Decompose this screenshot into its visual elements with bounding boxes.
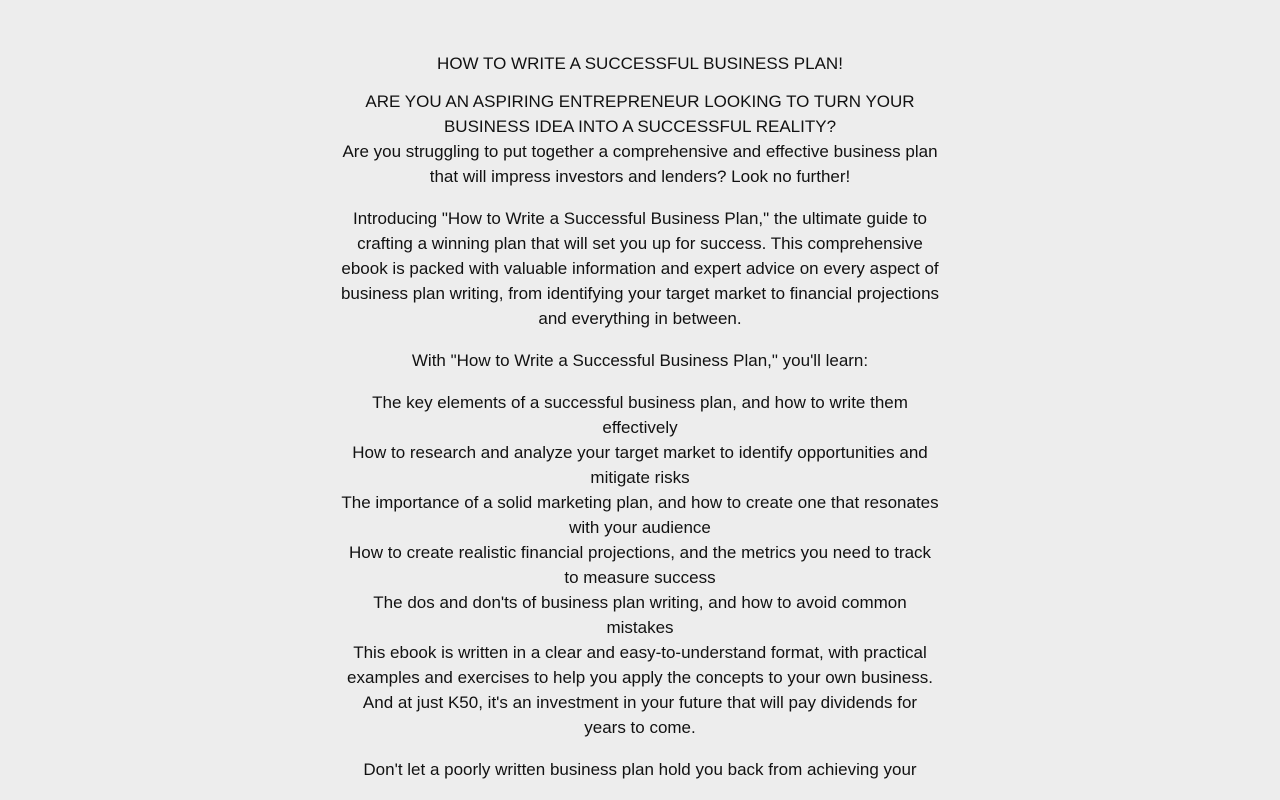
list-item: How to create realistic financial projections, and the metrics you need to track to measure success (348, 543, 932, 587)
list-item: How to research and analyze your target market to identify opportunities and mitigate risks (352, 443, 928, 487)
intro-paragraph: Introducing "How to Write a Successful Business Plan," the ultimate guide to crafting a winning plan that will set you up for success. This comprehensive ebook is packed with valuable information and expert advice on every aspect of business plan writing, from identifying your target market to financial projections and everything in between. (340, 209, 940, 328)
hook-paragraph: Are you struggling to put together a comprehensive and effective business plan that will impress investors and lenders? Look no further! (342, 142, 938, 186)
list-item: The importance of a solid marketing plan, and how to create one that resonates with your audience (341, 493, 939, 537)
document-body (340, 51, 940, 782)
headline: ARE YOU AN ASPIRING ENTREPRENEUR LOOKING TO TURN YOUR BUSINESS IDEA INTO A SUCCESSFUL REALITY? (365, 92, 915, 136)
learn-list (340, 390, 940, 640)
learn-heading: With "How to Write a Successful Business Plan," you'll learn: (411, 351, 869, 370)
document-title: HOW TO WRITE A SUCCESSFUL BUSINESS PLAN! (437, 54, 843, 73)
closing-paragraph: Don't let a poorly written business plan hold you back from achieving your (363, 760, 917, 779)
format-note: This ebook is written in a clear and easy-to-understand format, with practical examples and exercises to help you apply the concepts to your own business. (347, 643, 933, 687)
list-item: The dos and don'ts of business plan writing, and how to avoid common mistakes (373, 593, 907, 637)
price-note: And at just K50, it's an investment in your future that will pay dividends for years to come. (362, 693, 918, 737)
list-item: The key elements of a successful business plan, and how to write them effectively (372, 393, 908, 437)
